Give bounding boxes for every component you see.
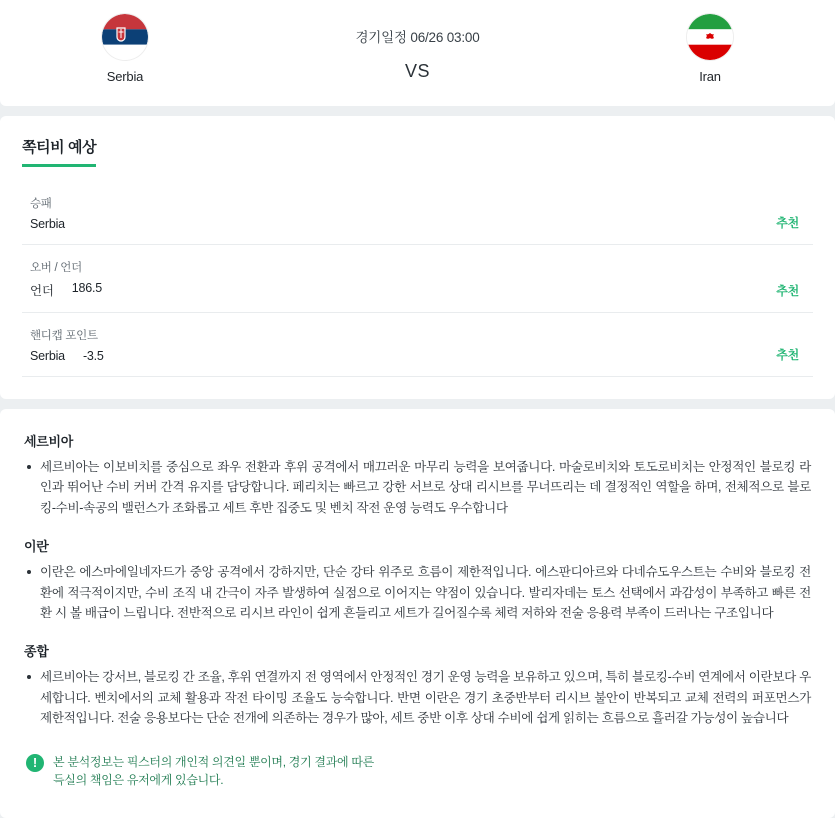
bet-recommend-badge: 추천	[776, 284, 799, 298]
bet-extra: -3.5	[82, 349, 104, 363]
bet-value-group	[30, 281, 102, 299]
home-team[interactable]	[0, 14, 250, 84]
exclamation-icon: !	[26, 754, 44, 772]
vs-label: VS	[404, 61, 430, 81]
bet-list	[22, 181, 813, 377]
match-header-card	[0, 0, 835, 106]
bet-row[interactable]	[22, 181, 813, 245]
match-schedule: 경기일정 06/26 03:00	[355, 30, 480, 45]
analysis-text: 세르비아는 강서브, 블로킹 간 조율, 후위 연결까지 전 영역에서 안정적인 경기 운영 능력을 보유하고 있으며, 특히 블로킹-수비 연계에서 이란보다 우세합니다. 벤치에서의 교체 활용과 작전 타이밍 조율도 능숙합니다. 반면 이란은 경기 초중반부터 리시브 불안이 반복되고 교체 전력의 퍼포먼스가 제한적입니다. 전술 응용보다는 단순 전개에 의존하는 경우가 많아, 세트 중반 이후 상대 수비에 쉽게 읽히는 흐름으로 흘러갈 가능성이 높습니다	[24, 667, 811, 728]
bet-value-group	[30, 217, 83, 231]
bet-value: 언더	[30, 284, 54, 298]
away-team[interactable]	[585, 14, 835, 84]
bet-label: 핸디캡 포인트	[30, 330, 98, 342]
bet-info	[30, 259, 102, 299]
bet-value: Serbia	[30, 349, 65, 363]
prediction-title-text: 쪽티비 예상	[22, 139, 97, 156]
bet-recommend-badge: 추천	[776, 216, 799, 230]
analysis-block-away	[24, 536, 811, 623]
bet-value-group	[30, 349, 104, 363]
analysis-block-summary	[24, 641, 811, 728]
bet-value: Serbia	[30, 217, 65, 231]
away-team-name: Iran	[699, 69, 721, 84]
analysis-block-home	[24, 431, 811, 518]
analysis-card	[0, 409, 835, 818]
match-center	[250, 14, 585, 82]
disclaimer-line-2: 득실의 책임은 유저에게 있습니다.	[53, 773, 224, 788]
serbia-flag-icon	[102, 14, 148, 60]
bet-info	[30, 327, 104, 363]
bet-recommend-badge: 추천	[776, 348, 799, 362]
disclaimer-line-1: 본 분석정보는 픽스터의 개인적 의견일 뿐이며, 경기 결과에 따른	[53, 754, 374, 769]
bet-label: 오버 / 언더	[30, 262, 82, 274]
bet-row[interactable]	[22, 245, 813, 313]
bet-extra: 186.5	[71, 281, 103, 295]
analysis-text: 세르비아는 이보비치를 중심으로 좌우 전환과 후위 공격에서 매끄러운 마무리 능력을 보여줍니다. 마술로비치와 토도로비치는 안정적인 블로킹 라인과 뛰어난 수비 커버 간격 유지를 담당합니다. 페리치는 빠르고 강한 서브로 상대 리시브를 무너뜨리는 데 결정적인 역할을 하며, 전체적으로 블로킹-수비-속공의 밸런스가 조화롭고 세트 후반 집중도 및 벤치 작전 운영 능력도 우수합니다	[24, 457, 811, 518]
bet-label: 승패	[30, 198, 52, 210]
home-team-name: Serbia	[106, 69, 144, 84]
bet-row[interactable]	[22, 313, 813, 377]
iran-flag-icon	[687, 14, 733, 60]
analysis-text: 이란은 에스마에일네자드가 중앙 공격에서 강하지만, 단순 강타 위주로 흐름이 제한적입니다. 에스판디아르와 다네슈도우스트는 수비와 블로킹 전환에 적극적이지만, 수비 조직 내 간극이 자주 발생하여 실점으로 이어지는 약점이 있습니다. 발리자데는 토스 선택에서 과감성이 부족하고 빠른 전환 시 볼 배급이 느립니다. 전반적으로 리시브 라인이 쉽게 흔들리고 세트가 길어질수록 체력 저하와 전술 응용력 부족이 드러나는 구조입니다	[24, 562, 811, 623]
disclaimer	[24, 747, 811, 800]
prediction-card	[0, 116, 835, 399]
bet-info	[30, 195, 83, 231]
prediction-section-title	[22, 136, 96, 167]
analysis-heading: 세르비아	[24, 434, 74, 449]
analysis-heading: 이란	[24, 539, 49, 555]
analysis-heading: 종합	[24, 644, 49, 660]
disclaimer-text	[53, 753, 374, 790]
